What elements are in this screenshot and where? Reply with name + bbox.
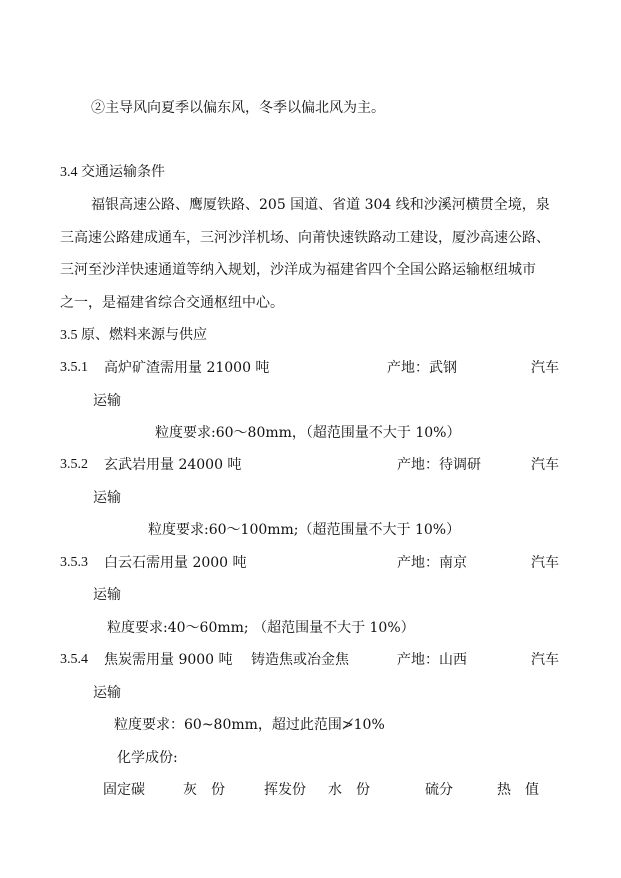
- item-origin: 产地：待调研: [397, 457, 481, 473]
- item-transport-cont: 运输: [93, 393, 121, 409]
- item-transport-cont: 运输: [93, 587, 121, 603]
- item-name: 高炉矿渣需用量 21000 吨: [104, 360, 270, 376]
- item-number: 3.5.1: [60, 360, 88, 375]
- item-transport-cont: 运输: [93, 490, 121, 506]
- wind-note: ②主导风向夏季以偏东风，冬季以偏北风为主。: [91, 100, 385, 116]
- item-transport: 汽车: [531, 360, 559, 376]
- item-spec: 粒度要求:60～100mm;（超范围量不大于 10%）: [148, 522, 461, 538]
- item-number: 3.5.2: [60, 457, 88, 472]
- item-transport: 汽车: [531, 652, 559, 668]
- chem-header: 灰 份: [183, 782, 225, 798]
- chem-header: 固定碳: [103, 782, 145, 798]
- item-name: 焦炭需用量 9000 吨: [104, 652, 233, 668]
- section-heading-3-4: 3.4 交通运输条件: [60, 165, 165, 180]
- item-origin: 产地：山西: [397, 652, 467, 668]
- paragraph-line: 福银高速公路、鹰厦铁路、205 国道、省道 304 线和沙溪河横贯全境，泉: [91, 197, 550, 213]
- item-spec: 粒度要求:60～80mm，（超范围量不大于 10%）: [155, 425, 461, 441]
- chem-header: 硫分: [425, 782, 453, 798]
- item-spec: 粒度要求:40～60mm; （超范围量不大于 10%）: [107, 620, 415, 636]
- paragraph-line: 三高速公路建成通车，三河沙洋机场、向莆快速铁路动工建设，厦沙高速公路、: [60, 230, 550, 246]
- item-spec: 粒度要求：60~80mm，超过此范围≯10%: [114, 717, 385, 733]
- item-transport-cont: 运输: [93, 685, 121, 701]
- paragraph-line: 之一，是福建省综合交通枢纽中心。: [60, 295, 284, 311]
- item-number: 3.5.4: [60, 652, 88, 667]
- item-extra: 铸造焦或冶金焦: [251, 652, 349, 668]
- chem-header: 热 值: [497, 782, 539, 798]
- section-heading-3-5: 3.5 原、燃料来源与供应: [60, 328, 207, 343]
- chem-label: 化学成份:: [117, 750, 178, 766]
- item-name: 白云石需用量 2000 吨: [104, 555, 247, 571]
- item-transport: 汽车: [531, 457, 559, 473]
- item-name: 玄武岩用量 24000 吨: [104, 457, 242, 473]
- chem-header: 水 份: [328, 782, 370, 798]
- item-number: 3.5.3: [60, 555, 88, 570]
- chem-header: 挥发份: [264, 782, 306, 798]
- item-origin: 产地：南京: [397, 555, 467, 571]
- paragraph-line: 三河至沙洋快速通道等纳入规划，沙洋成为福建省四个全国公路运输枢纽城市: [60, 262, 536, 278]
- item-transport: 汽车: [531, 555, 559, 571]
- item-origin: 产地：武钢: [387, 360, 457, 376]
